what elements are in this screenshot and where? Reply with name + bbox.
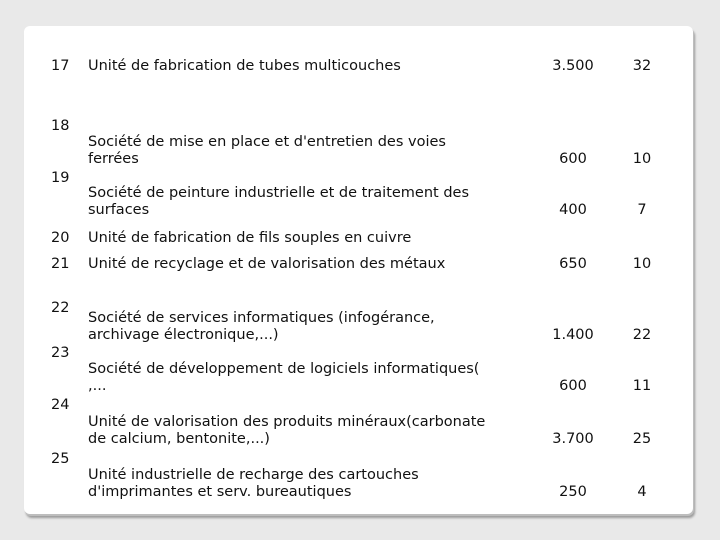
row-label: Société de peinture industrielle et de traitement des surfaces (88, 185, 470, 218)
row-count: 11 (632, 378, 652, 394)
row-label: Société de services informatiques (infogérance, archivage électronique,...) (88, 310, 435, 343)
row-value: 3.700 (552, 431, 594, 447)
row-number: 21 (51, 256, 70, 272)
row-number: 22 (51, 300, 70, 316)
row-number: 18 (51, 118, 70, 134)
row-value: 3.500 (552, 58, 594, 74)
row-value: 1.400 (552, 327, 594, 343)
row-value: 600 (559, 378, 587, 394)
row-number: 20 (51, 230, 70, 246)
row-label: Unité de fabrication de tubes multicouches (88, 58, 401, 74)
row-count: 10 (632, 151, 652, 167)
row-number: 24 (51, 397, 70, 413)
row-value: 600 (559, 151, 587, 167)
row-value: 250 (559, 484, 587, 500)
row-label: Unité de recyclage et de valorisation des métaux (88, 256, 446, 272)
row-count: 32 (632, 58, 652, 74)
row-label: Unité industrielle de recharge des cartouches d'imprimantes et serv. bureautiques (88, 467, 419, 500)
row-count: 4 (637, 484, 647, 500)
row-label: Unité de valorisation des produits minéraux(carbonate de calcium, bentonite,...) (88, 414, 486, 447)
row-value: 650 (559, 256, 587, 272)
row-label: Société de développement de logiciels informatiques( ,... (88, 361, 480, 394)
row-count: 7 (637, 202, 647, 218)
row-number: 19 (51, 170, 70, 186)
row-label: Unité de fabrication de fils souples en cuivre (88, 230, 412, 246)
row-value: 400 (559, 202, 587, 218)
row-count: 22 (632, 327, 652, 343)
row-number: 25 (51, 451, 70, 467)
row-count: 10 (632, 256, 652, 272)
row-label: Société de mise en place et d'entretien des voies ferrées (88, 134, 446, 167)
row-number: 23 (51, 345, 70, 361)
row-count: 25 (632, 431, 652, 447)
row-number: 17 (51, 58, 70, 74)
